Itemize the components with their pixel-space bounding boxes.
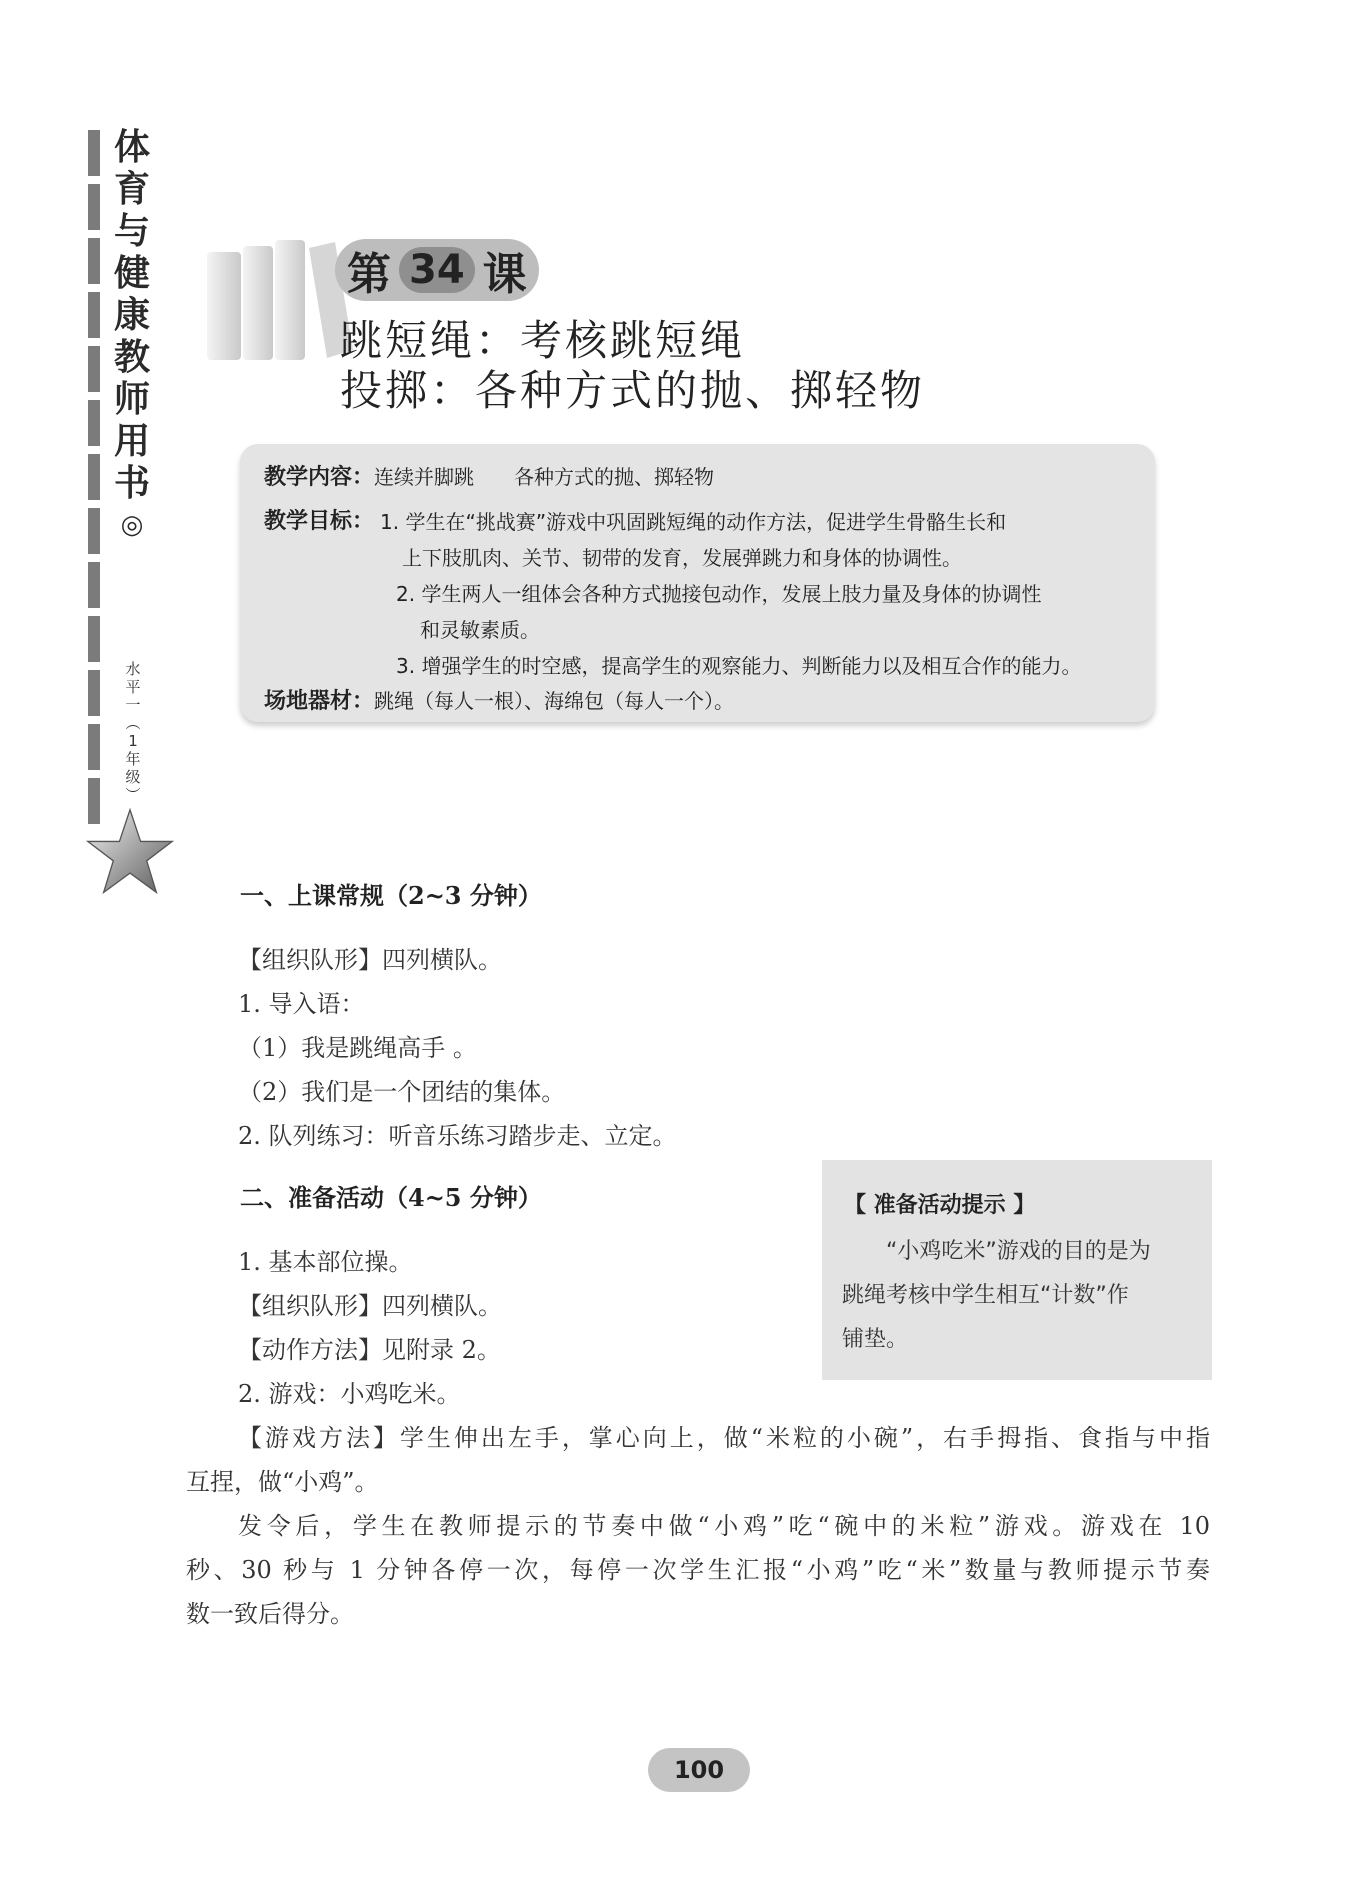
paragraph-line: 发令后，学生在教师提示的节奏中做“小鸡”吃“碗中的米粒”游戏。游戏在 10 xyxy=(238,1512,1210,1540)
paragraph-line: 互捏，做“小鸡”。 xyxy=(186,1468,379,1496)
body-line: 【动作方法】见附录 2。 xyxy=(238,1336,501,1364)
goal-line: 1. 学生在“挑战赛”游戏中巩固跳短绳的动作方法，促进学生骨骼生长和 xyxy=(380,510,1007,534)
body-line: 【组织队形】四列横队。 xyxy=(238,946,502,974)
paragraph-line: 秒、30 秒与 1 分钟各停一次，每停一次学生汇报“小鸡”吃“米”数量与教师提示节奏 xyxy=(186,1556,1210,1584)
lesson-badge xyxy=(335,238,539,302)
content-key: 教学内容： xyxy=(264,465,375,490)
body-line: 2. 队列练习：听音乐练习踏步走、立定。 xyxy=(238,1122,677,1150)
level-label: 水 平 一 ︵ 1 年 级 ︶ xyxy=(125,660,141,804)
tip-line: 跳绳考核中学生相互“计数”作 xyxy=(842,1283,1129,1308)
lesson-title-2: 投掷：各种方式的抛、掷轻物 xyxy=(340,366,926,415)
lesson-suffix: 课 xyxy=(482,249,527,300)
book-title: 体 育 与 健 康 教 师 用 书 ◎ xyxy=(112,126,152,546)
tip-line: 铺垫。 xyxy=(842,1327,909,1352)
equipment-row xyxy=(264,684,734,715)
lesson-title-1: 跳短绳：考核跳短绳 xyxy=(340,316,746,365)
body-line: 1. 导入语： xyxy=(238,990,365,1018)
goals-key: 教学目标： xyxy=(264,509,375,534)
books-illustration xyxy=(205,238,355,363)
paragraph-line: 【游戏方法】学生伸出左手，掌心向上，做“米粒的小碗”，右手拇指、食指与中指 xyxy=(238,1424,1210,1452)
equipment-key: 场地器材： xyxy=(264,689,375,714)
lesson-prefix: 第 xyxy=(347,249,391,300)
goal-line: 3. 增强学生的时空感，提高学生的观察能力、判断能力以及相互合作的能力。 xyxy=(396,654,1082,678)
body-line: 2. 游戏：小鸡吃米。 xyxy=(238,1380,461,1408)
section-heading-warmup: 二、准备活动（4~5 分钟） xyxy=(240,1183,542,1212)
page-number: 100 xyxy=(648,1748,750,1792)
body-line: （2）我们是一个团结的集体。 xyxy=(238,1078,566,1106)
goal-line: 上下肢肌肉、关节、韧带的发育，发展弹跳力和身体的协调性。 xyxy=(402,546,962,570)
body-line: 【组织队形】四列横队。 xyxy=(238,1292,502,1320)
goal-line: 2. 学生两人一组体会各种方式抛接包动作，发展上肢力量及身体的协调性 xyxy=(396,582,1042,606)
book-mark: ◎ xyxy=(120,510,144,540)
warmup-tip-box xyxy=(822,1160,1212,1380)
sidebar-decoration xyxy=(88,130,102,832)
star-icon xyxy=(86,808,174,896)
lesson-number: 34 xyxy=(399,247,475,293)
content-row xyxy=(264,460,714,491)
paragraph-line: 数一致后得分。 xyxy=(186,1600,354,1628)
goal-line: 和灵敏素质。 xyxy=(420,618,540,642)
equipment-value: 跳绳（每人一根）、海绵包（每人一个）。 xyxy=(374,689,735,713)
body-line: （1）我是跳绳高手 。 xyxy=(238,1034,477,1062)
lesson-info-box xyxy=(240,444,1155,722)
content-value: 连续并脚跳 各种方式的抛、掷轻物 xyxy=(374,465,715,489)
section-heading-routine: 一、上课常规（2~3 分钟） xyxy=(240,881,542,910)
tip-line: “小鸡吃米”游戏的目的是为 xyxy=(886,1239,1151,1264)
body-line: 1. 基本部位操。 xyxy=(238,1248,413,1276)
tip-title: 【 准备活动提示 】 xyxy=(844,1193,1036,1218)
